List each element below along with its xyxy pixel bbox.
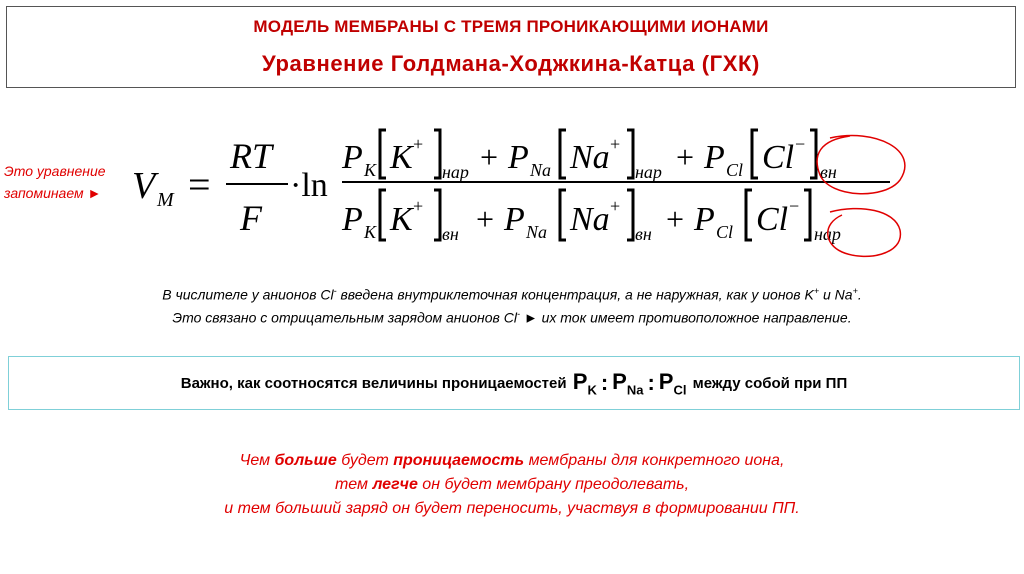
important-box xyxy=(8,356,1020,410)
den-na-side: вн xyxy=(635,224,652,244)
den-k-bracket-left xyxy=(380,190,386,240)
num-na-bracket-left xyxy=(560,130,566,178)
den-cl-side: нар xyxy=(814,224,841,244)
den-na-ion: Na xyxy=(570,201,610,238)
conclusion-l1-b: больше xyxy=(274,452,337,469)
formula-ln: ·ln xyxy=(290,167,328,204)
explanation-line2 xyxy=(0,309,1024,326)
slide-title: МОДЕЛЬ МЕМБРАНЫ С ТРЕМЯ ПРОНИКАЮЩИМИ ИОНАМИ xyxy=(253,17,769,36)
important-p-na xyxy=(612,369,643,397)
explanation-line1-b: введена внутриклеточная концентрация, а не наружная, как у ионов K xyxy=(336,286,814,303)
num-k-charge: + xyxy=(413,134,424,154)
num-plus-1: + xyxy=(480,139,499,175)
important-p-cl xyxy=(659,369,687,397)
important-cl-sub: Cl xyxy=(673,382,687,398)
conclusion-line2 xyxy=(0,476,1024,494)
conclusion-l1-d: проницаемость xyxy=(393,452,525,469)
title-box xyxy=(6,6,1016,88)
important-p1: P xyxy=(572,368,588,394)
num-pcl-sub: Cl xyxy=(726,160,744,180)
den-cl-bracket-right xyxy=(804,190,810,240)
den-na-bracket-right xyxy=(627,190,633,240)
conclusion-l1-a: Чем xyxy=(239,452,275,469)
den-pk: P xyxy=(342,201,363,238)
important-colon-1: : xyxy=(600,370,609,395)
important-colon-2: : xyxy=(647,370,655,395)
conclusion-line3: и тем больший заряд он будет переносить, участвуя в формировании ПП. xyxy=(224,500,800,517)
explanation-line1-sup2: + xyxy=(813,286,820,296)
den-pna-sub: Na xyxy=(526,222,548,242)
num-plus-2: + xyxy=(676,139,695,175)
den-cl-ion: Cl xyxy=(756,201,789,238)
formula-denominator xyxy=(341,190,841,244)
slide-subtitle: Уравнение Голдмана-Ходжкина-Катца (ГХК) xyxy=(262,51,760,76)
num-k-bracket-left xyxy=(380,130,386,178)
num-na-ion: Na xyxy=(570,139,610,176)
explanation-line2-a: Это связано с отрицательным зарядом анионов Cl xyxy=(172,309,517,326)
num-pk-sub: K xyxy=(364,160,377,180)
important-k-sub: K xyxy=(587,382,597,398)
explanation-line1-c: и Na xyxy=(819,286,853,303)
num-cl-bracket-left xyxy=(752,130,758,178)
num-cl-bracket-right xyxy=(810,130,816,178)
den-pcl: P xyxy=(694,201,715,238)
conclusion-l1-e: мембраны для конкретного иона, xyxy=(524,452,785,469)
den-cl-bracket-left xyxy=(746,190,752,240)
important-suffix: между собой при ПП xyxy=(692,374,848,392)
den-na-bracket-left xyxy=(560,190,566,240)
conclusion-l2-a: тем xyxy=(334,476,373,493)
formula-vm-sub: M xyxy=(157,189,174,211)
num-cl-charge: − xyxy=(795,134,806,154)
den-k-charge: + xyxy=(413,196,424,216)
important-prefix: Важно, как соотносятся величины проницаемостей xyxy=(180,374,567,392)
den-k-side: вн xyxy=(442,224,459,244)
formula-rt: RT xyxy=(230,136,273,176)
num-na-bracket-right xyxy=(627,130,633,178)
explanation-line2-b: ► их ток имеет противоположное направление. xyxy=(519,309,852,326)
important-na-sub: Na xyxy=(626,382,644,398)
den-pcl-sub: Cl xyxy=(716,222,734,242)
den-k-bracket-right xyxy=(434,190,440,240)
num-cl-ion: Cl xyxy=(762,139,795,176)
den-plus-2: + xyxy=(666,201,685,237)
den-k-ion: K xyxy=(390,201,413,238)
num-na-side: нар xyxy=(635,162,662,182)
important-p2: P xyxy=(612,368,627,394)
explanation-line1 xyxy=(0,286,1024,303)
memorize-note xyxy=(4,160,106,204)
num-k-side: нар xyxy=(442,162,469,182)
num-pcl: P xyxy=(704,139,725,176)
formula-f: F xyxy=(240,198,262,238)
important-p-k xyxy=(573,369,597,397)
explanation-line2-sup: - xyxy=(516,309,520,319)
explanation-line1-d: . xyxy=(857,286,862,303)
explanation-line1-sup3: + xyxy=(852,286,858,296)
important-p3: P xyxy=(658,368,674,394)
explanation-line1-a: В числителе у анионов Cl xyxy=(162,286,334,303)
formula-vm: V xyxy=(132,165,156,207)
conclusion-l2-c: он будет мембрану преодолевать, xyxy=(417,476,690,493)
explanation-line1-sup: - xyxy=(333,286,337,296)
num-pna: P xyxy=(508,139,529,176)
num-k-ion: K xyxy=(390,139,413,176)
num-na-charge: + xyxy=(610,134,621,154)
den-plus-1: + xyxy=(476,201,495,237)
formula-numerator xyxy=(341,130,837,182)
den-cl-charge: − xyxy=(789,196,800,216)
den-pna: P xyxy=(504,201,525,238)
conclusion-l2-b: легче xyxy=(372,476,418,493)
num-cl-side: вн xyxy=(820,162,837,182)
ghk-formula xyxy=(130,120,920,260)
ghk-formula-svg xyxy=(130,120,920,260)
formula-equals: = xyxy=(188,162,211,207)
memorize-note-line2: запоминаем ► xyxy=(4,185,102,201)
num-pk: P xyxy=(342,139,363,176)
num-pna-sub: Na xyxy=(530,160,552,180)
den-pk-sub: K xyxy=(364,222,377,242)
num-k-bracket-right xyxy=(434,130,440,178)
den-na-charge: + xyxy=(610,196,621,216)
conclusion-l1-c: будет xyxy=(336,452,394,469)
conclusion-line1 xyxy=(0,452,1024,470)
memorize-note-line1: Это уравнение xyxy=(4,163,106,179)
